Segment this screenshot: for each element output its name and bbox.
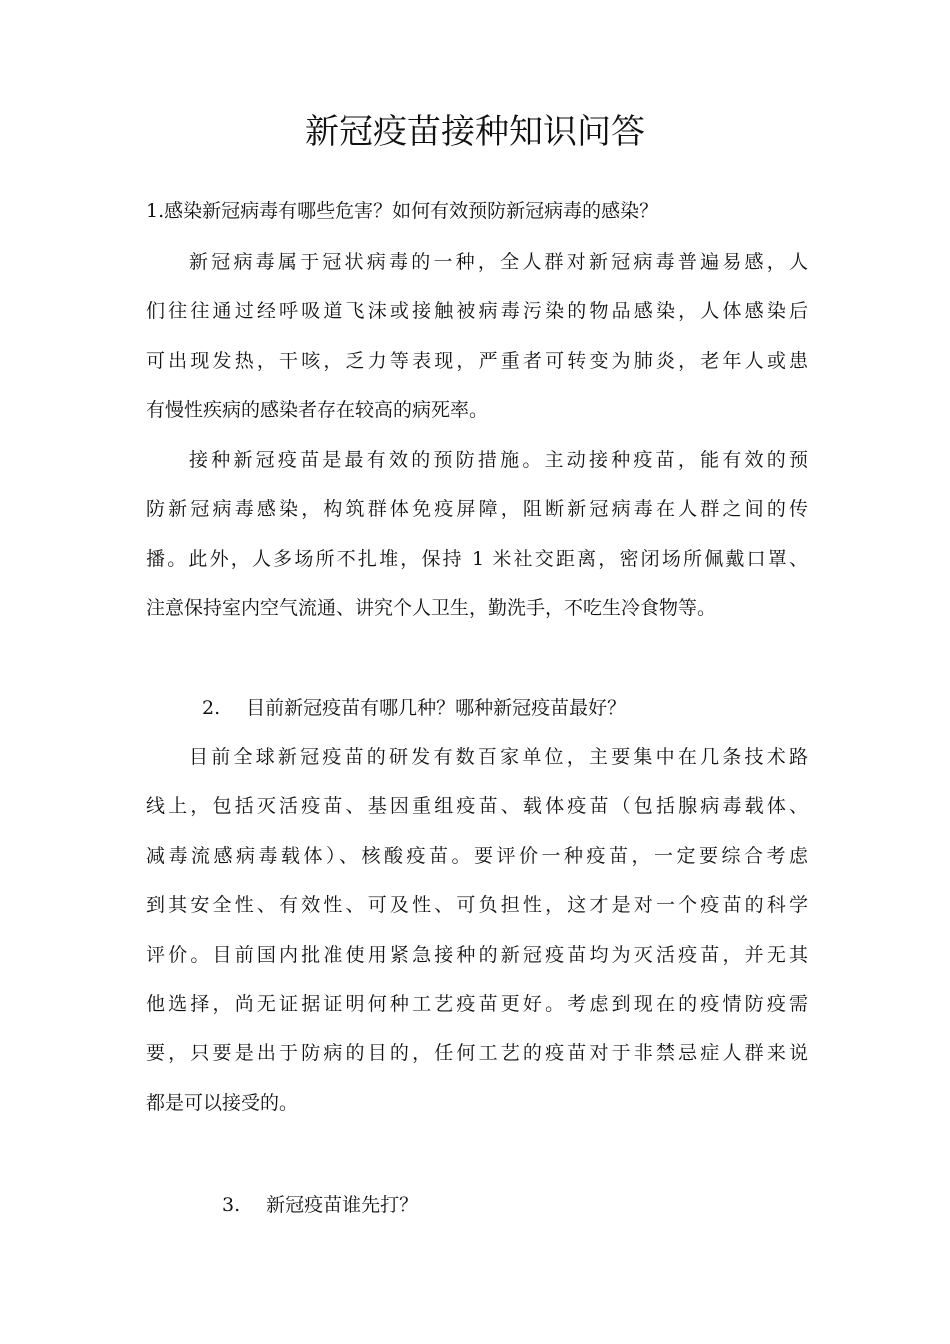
question-2 [202, 694, 626, 722]
document-title: 新冠疫苗接种知识问答 [305, 112, 645, 152]
section-2-paragraph-1 [146, 733, 808, 1128]
paragraph-line: 线上，包括灭活疫苗、基因重组疫苗、载体疫苗（包括腺病毒载体、 [146, 795, 808, 818]
paragraph-line: 有慢性疾病的感染者存在较高的病死率。 [146, 399, 489, 422]
question-3 [222, 1191, 418, 1219]
paragraph-line: 们往往通过经呼吸道飞沫或接触被病毒污染的物品感染，人体感染后 [146, 300, 808, 323]
question-number: 3. [222, 1194, 241, 1216]
paragraph-line: 他选择，尚无证据证明何种工艺疫苗更好。考虑到现在的疫情防疫需 [146, 993, 808, 1016]
section-1-paragraph-2 [146, 436, 808, 634]
paragraph-line: 减毒流感病毒载体）、核酸疫苗。要评价一种疫苗，一定要综合考虑 [146, 844, 808, 867]
paragraph-line: 播。此外，人多场所不扎堆，保持 1 米社交距离，密闭场所佩戴口罩、 [146, 547, 808, 570]
paragraph-line: 要，只要是出于防病的目的，任何工艺的疫苗对于非禁忌症人群来说 [146, 1042, 808, 1065]
question-text: 目前新冠疫苗有哪几种？哪种新冠疫苗最好？ [246, 697, 627, 719]
paragraph-line: 注意保持室内空气流通、讲究个人卫生，勤洗手，不吃生冷食物等。 [146, 597, 717, 620]
paragraph-line: 新冠病毒属于冠状病毒的一种，全人群对新冠病毒普遍易感，人 [189, 251, 808, 273]
paragraph-line: 到其安全性、有效性、可及性、可负担性，这才是对一个疫苗的科学 [146, 894, 808, 917]
paragraph-line: 接种新冠疫苗是最有效的预防措施。主动接种疫苗，能有效的预 [189, 449, 808, 471]
paragraph-line: 目前全球新冠疫苗的研发有数百家单位，主要集中在几条技术路 [189, 746, 808, 768]
question-number: 2. [202, 697, 221, 719]
section-1-paragraph-1 [146, 238, 808, 436]
paragraph-line: 都是可以接受的。 [146, 1091, 299, 1114]
paragraph-line: 可出现发热，干咳，乏力等表现，严重者可转变为肺炎，老年人或患 [146, 349, 808, 372]
question-text: 新冠疫苗谁先打？ [266, 1194, 419, 1216]
paragraph-line: 防新冠病毒感染，构筑群体免疫屏障，阻断新冠病毒在人群之间的传 [146, 498, 808, 521]
question-1: 1.感染新冠病毒有哪些危害？如何有效预防新冠病毒的感染？ [146, 200, 659, 222]
paragraph-line: 评价。目前国内批准使用紧急接种的新冠疫苗均为灭活疫苗，并无其 [146, 943, 808, 966]
